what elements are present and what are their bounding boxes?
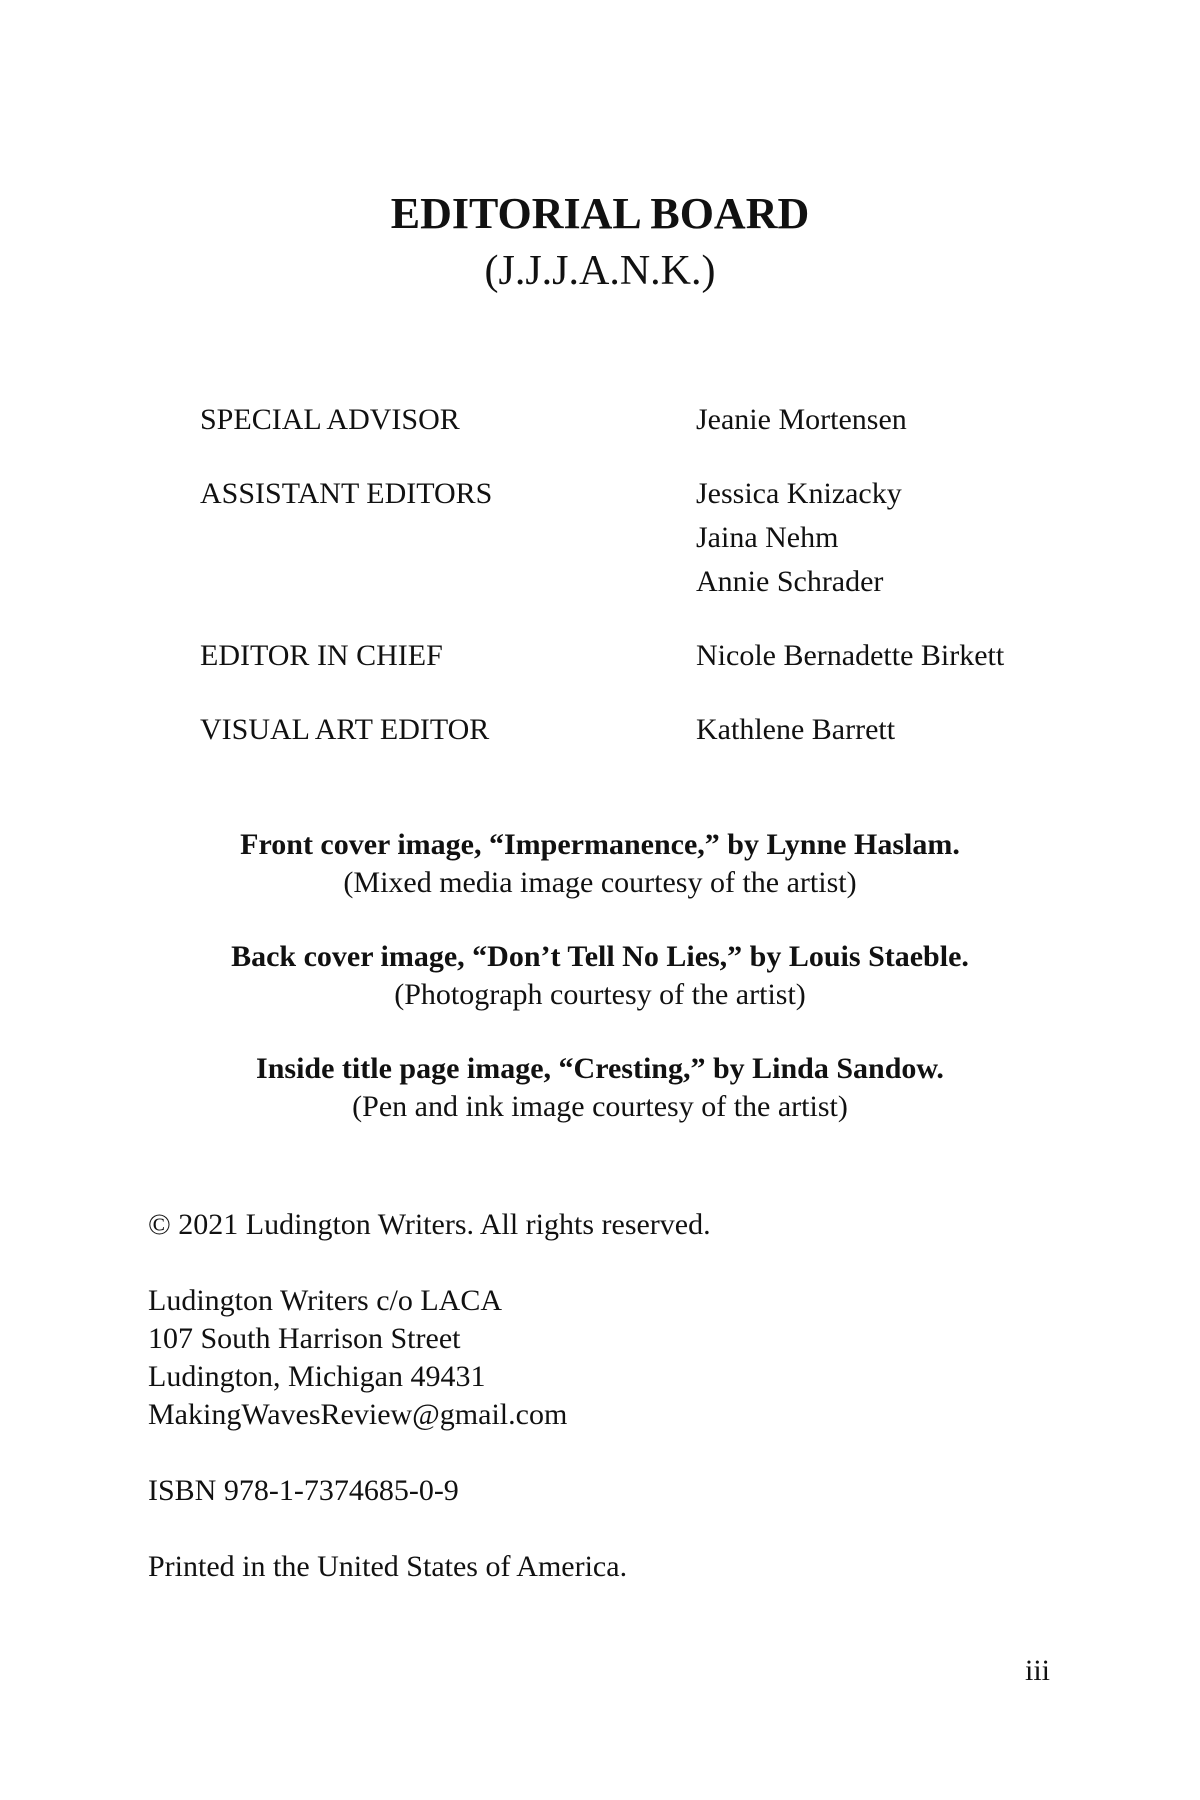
board-role: EDITOR IN CHIEF (200, 639, 443, 672)
printed-notice: Printed in the United States of America. (148, 1550, 628, 1583)
editorial-board-list (200, 398, 1100, 782)
board-role: SPECIAL ADVISOR (200, 403, 460, 436)
credit-inside-title-page (0, 1050, 1200, 1126)
email-address: MakingWavesReview@gmail.com (148, 1398, 568, 1431)
credit-back-cover (0, 938, 1200, 1014)
credit-note: (Photograph courtesy of the artist) (394, 978, 806, 1011)
board-role: ASSISTANT EDITORS (200, 477, 493, 510)
credit-line: Back cover image, “Don’t Tell No Lies,” by Louis Staeble. (231, 940, 969, 973)
board-name: Jeanie Mortensen (696, 403, 907, 436)
address-line: Ludington Writers c/o LACA (148, 1284, 503, 1317)
board-name: Nicole Bernadette Birkett (696, 639, 1005, 672)
page-title: EDITORIAL BOARD (390, 189, 810, 238)
credit-line: Front cover image, “Impermanence,” by Lynne Haslam. (240, 828, 960, 861)
image-credits (0, 826, 1200, 1162)
board-name: Jaina Nehm (696, 521, 839, 554)
board-names (696, 398, 907, 442)
board-names (696, 472, 902, 604)
credit-note: (Mixed media image courtesy of the artist) (343, 866, 857, 899)
page-number: iii (1024, 1654, 1050, 1687)
board-name: Jessica Knizacky (696, 477, 902, 510)
board-name: Kathlene Barrett (696, 713, 896, 746)
board-row-editor-in-chief (200, 634, 1100, 678)
board-row-assistant-editors (200, 472, 1100, 604)
isbn: ISBN 978-1-7374685-0-9 (148, 1474, 459, 1507)
page-subtitle: (J.J.J.A.N.K.) (484, 248, 716, 294)
board-row-special-advisor (200, 398, 1100, 442)
copyright-notice: © 2021 Ludington Writers. All rights reserved. (148, 1208, 711, 1241)
publication-info (148, 1206, 1048, 1586)
address-line: Ludington, Michigan 49431 (148, 1360, 486, 1393)
board-row-visual-art-editor (200, 708, 1100, 752)
credit-line: Inside title page image, “Cresting,” by Linda Sandow. (256, 1052, 944, 1085)
board-names (696, 634, 1004, 678)
publisher-address (148, 1282, 1048, 1434)
board-name: Annie Schrader (696, 565, 884, 598)
credit-note: (Pen and ink image courtesy of the artist) (352, 1090, 848, 1123)
address-line: 107 South Harrison Street (148, 1322, 461, 1355)
board-names (696, 708, 895, 752)
credit-front-cover (0, 826, 1200, 902)
board-role: VISUAL ART EDITOR (200, 713, 490, 746)
